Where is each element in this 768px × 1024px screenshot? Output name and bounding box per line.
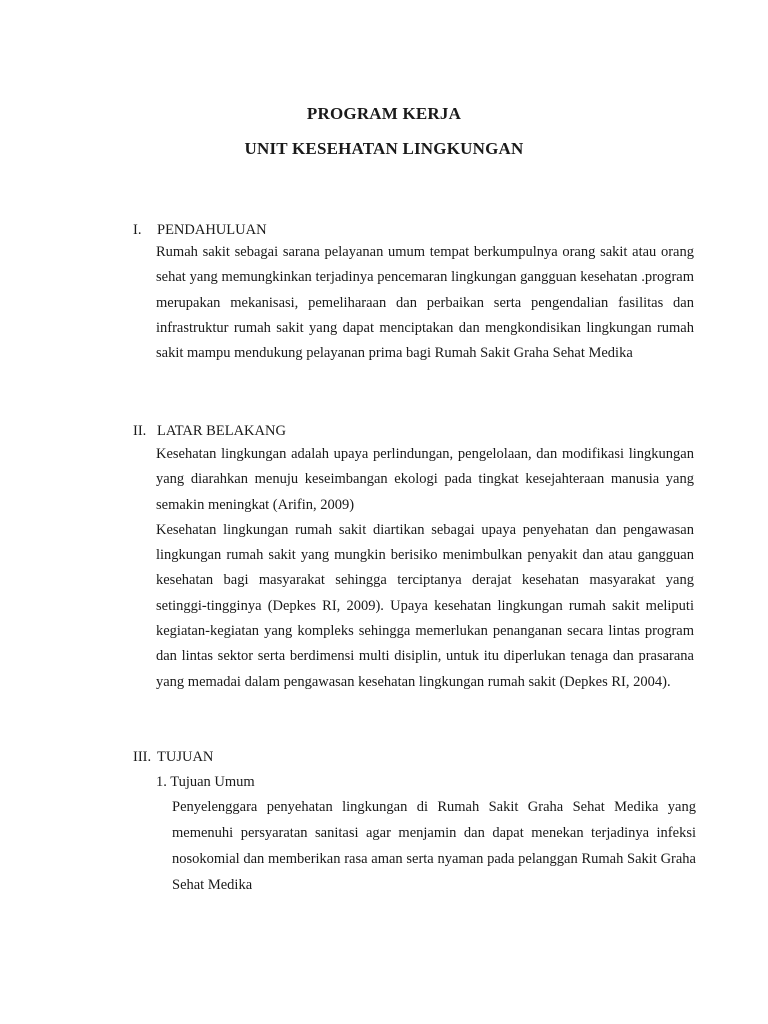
section-number: II. [133, 423, 147, 439]
document-subtitle: UNIT KESEHATAN LINGKUNGAN [244, 139, 524, 158]
section-title: PENDAHULUAN [157, 222, 267, 238]
section-body-pendahuluan [156, 240, 694, 366]
section-heading-pendahuluan [133, 220, 267, 240]
section-heading-tujuan [133, 747, 213, 767]
section-heading-latar-belakang [133, 421, 286, 441]
section-number: I. [133, 222, 142, 238]
paragraph: Kesehatan lingkungan adalah upaya perlindungan, pengelolaan, dan modifikasi lingkungan yang diarahkan menuju keseimbangan ekologi pada tingkat kesejahteraan manusia yang semakin meningkat (Arifin, 2009) [156, 446, 694, 513]
section-body-latar-belakang [156, 442, 694, 695]
subsection-label-tujuan-umum: 1. Tujuan Umum [156, 774, 255, 790]
document-title: PROGRAM KERJA [306, 104, 462, 123]
paragraph: Rumah sakit sebagai sarana pelayanan umum tempat berkumpulnya orang sakit atau orang sehat yang memungkinkan terjadinya pencemaran lingkungan gangguan kesehatan .program merupakan mekanisasi, pemeliharaan dan perbaikan serta pengendalian fasilitas dan infrastruktur rumah sakit yang dapat menciptakan dan mengkondisikan lingkungan rumah sakit mampu mendukung pelayanan prima bagi Rumah Sakit Graha Sehat Medika [156, 244, 694, 362]
section-title: TUJUAN [157, 749, 214, 765]
paragraph: Kesehatan lingkungan rumah sakit diartikan sebagai upaya penyehatan dan pengawasan lingkungan rumah sakit yang mungkin berisiko menimbulkan penyakit dan atau gangguan kesehatan bagi masyarakat sehingga terciptanya derajat kesehatan masyarakat yang setinggi-tingginya (Depkes RI, 2009). Upaya kesehatan lingkungan rumah sakit meliputi kegiatan-kegiatan yang kompleks sehingga memerlukan penanganan secara lintas program dan lintas sektor serta berdimensi multi disiplin, untuk itu diperlukan tenaga dan prasarana yang memadai dalam pengawasan kesehatan lingkungan rumah sakit (Depkes RI, 2004). [156, 521, 694, 690]
section-title: LATAR BELAKANG [157, 423, 286, 439]
subsection-body-tujuan-umum: Penyelenggara penyehatan lingkungan di Rumah Sakit Graha Sehat Medika yang memenuhi persyaratan sanitasi agar menjamin dan dapat menekan terjadinya infeksi nosokomial dan memberikan rasa aman serta nyaman pada pelanggan Rumah Sakit Graha Sehat Medika [172, 799, 696, 893]
section-number: III. [133, 749, 152, 765]
